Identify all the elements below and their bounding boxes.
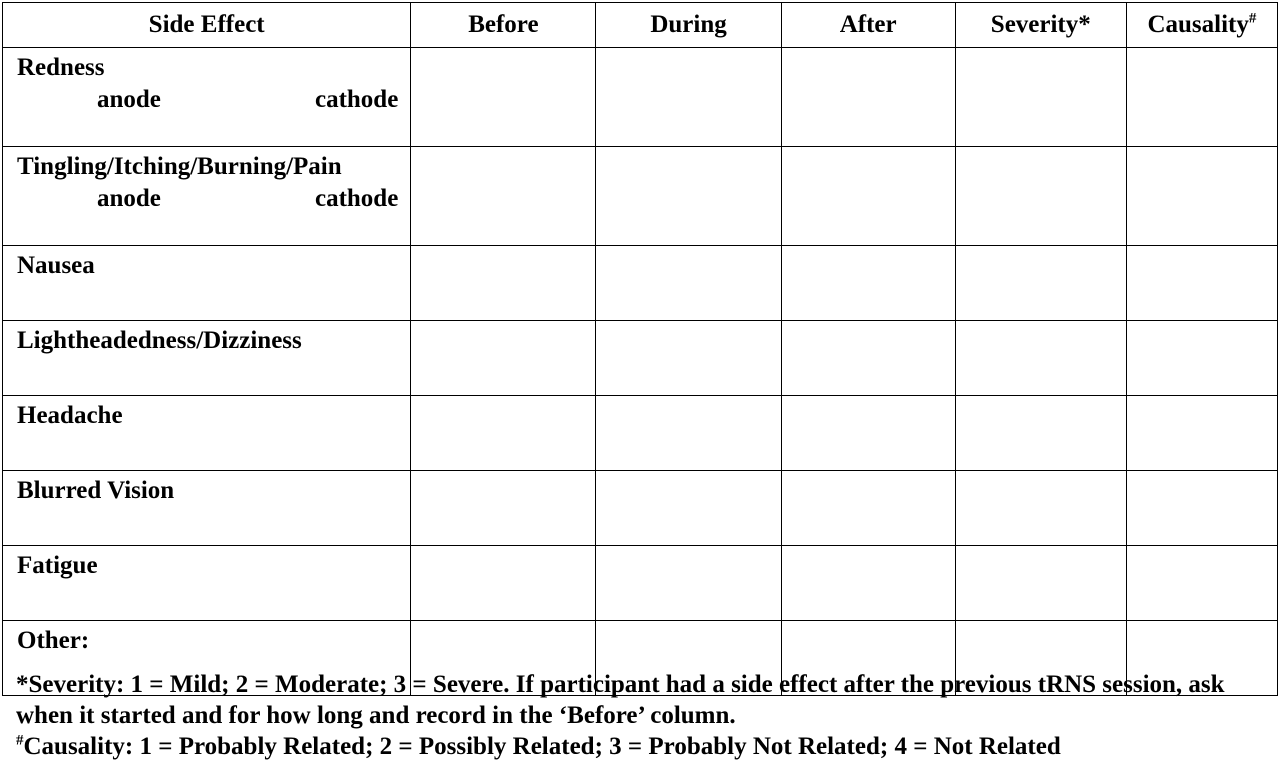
- before-cell[interactable]: [411, 147, 596, 246]
- during-cell[interactable]: [596, 48, 781, 147]
- causality-cell[interactable]: [1126, 471, 1277, 546]
- before-cell[interactable]: [411, 546, 596, 621]
- causality-cell[interactable]: [1126, 321, 1277, 396]
- table-row-tingling: [3, 147, 1278, 246]
- after-cell[interactable]: [781, 321, 955, 396]
- header-after: After: [781, 3, 955, 48]
- causality-footnote-text: Causality: 1 = Probably Related; 2 = Possibly Related; 3 = Probably Not Related; 4 = Not Related: [23, 733, 1061, 760]
- row-label-cell: [3, 147, 411, 246]
- table-row-blurred-vision: [3, 471, 1278, 546]
- table-row-nausea: [3, 246, 1278, 321]
- during-cell[interactable]: [596, 246, 781, 321]
- row-label: Lightheadedness/Dizziness: [3, 321, 411, 396]
- header-side-effect: Side Effect: [3, 3, 411, 48]
- electrode-sublabels: [17, 183, 398, 215]
- causality-cell[interactable]: [1126, 396, 1277, 471]
- causality-cell[interactable]: [1126, 48, 1277, 147]
- severity-cell[interactable]: [955, 48, 1126, 147]
- row-label: Fatigue: [3, 546, 411, 621]
- header-causality: [1126, 3, 1277, 48]
- before-cell[interactable]: [411, 321, 596, 396]
- header-during: During: [596, 3, 781, 48]
- after-cell[interactable]: [781, 147, 955, 246]
- causality-footnote-mark: #: [16, 732, 24, 749]
- row-label: Blurred Vision: [3, 471, 411, 546]
- causality-cell[interactable]: [1126, 246, 1277, 321]
- severity-footnote: *Severity: 1 = Mild; 2 = Moderate; 3 = Severe. If participant had a side effect after the previous tRNS session, ask when it started and for how long and record in the ‘Before’ column.: [16, 671, 1225, 729]
- causality-footnote-mark: #: [1248, 10, 1257, 27]
- footnotes: [16, 669, 1266, 762]
- after-cell[interactable]: [781, 546, 955, 621]
- anode-label: anode: [97, 86, 161, 113]
- before-cell[interactable]: [411, 246, 596, 321]
- causality-cell[interactable]: [1126, 147, 1277, 246]
- causality-footnote: [16, 731, 1266, 762]
- anode-label: anode: [97, 185, 161, 212]
- during-cell[interactable]: [596, 546, 781, 621]
- table-row-redness: [3, 48, 1278, 147]
- cathode-label: cathode: [314, 86, 399, 113]
- severity-cell[interactable]: [955, 396, 1126, 471]
- after-cell[interactable]: [781, 396, 955, 471]
- during-cell[interactable]: [596, 471, 781, 546]
- during-cell[interactable]: [596, 321, 781, 396]
- table-row-fatigue: [3, 546, 1278, 621]
- table-row-lightheadedness: [3, 321, 1278, 396]
- during-cell[interactable]: [596, 147, 781, 246]
- side-effects-table: [2, 2, 1278, 696]
- severity-cell[interactable]: [955, 546, 1126, 621]
- header-causality-label: Causality: [1147, 11, 1249, 38]
- severity-cell[interactable]: [955, 246, 1126, 321]
- before-cell[interactable]: [411, 396, 596, 471]
- row-label: Tingling/Itching/Burning/Pain: [17, 153, 342, 180]
- after-cell[interactable]: [781, 246, 955, 321]
- causality-cell[interactable]: [1126, 546, 1277, 621]
- after-cell[interactable]: [781, 471, 955, 546]
- header-severity: Severity*: [955, 3, 1126, 48]
- electrode-sublabels: [17, 84, 398, 116]
- cathode-label: cathode: [314, 185, 399, 212]
- row-label-cell: [3, 48, 411, 147]
- before-cell[interactable]: [411, 48, 596, 147]
- table-row-headache: [3, 396, 1278, 471]
- before-cell[interactable]: [411, 471, 596, 546]
- severity-cell[interactable]: [955, 321, 1126, 396]
- after-cell[interactable]: [781, 48, 955, 147]
- row-label: Headache: [3, 396, 411, 471]
- severity-cell[interactable]: [955, 147, 1126, 246]
- severity-cell[interactable]: [955, 471, 1126, 546]
- row-label: Nausea: [3, 246, 411, 321]
- during-cell[interactable]: [596, 396, 781, 471]
- row-label: Redness: [17, 54, 105, 81]
- row-label: Other:: [3, 621, 411, 696]
- header-row: [3, 3, 1278, 48]
- header-before: Before: [411, 3, 596, 48]
